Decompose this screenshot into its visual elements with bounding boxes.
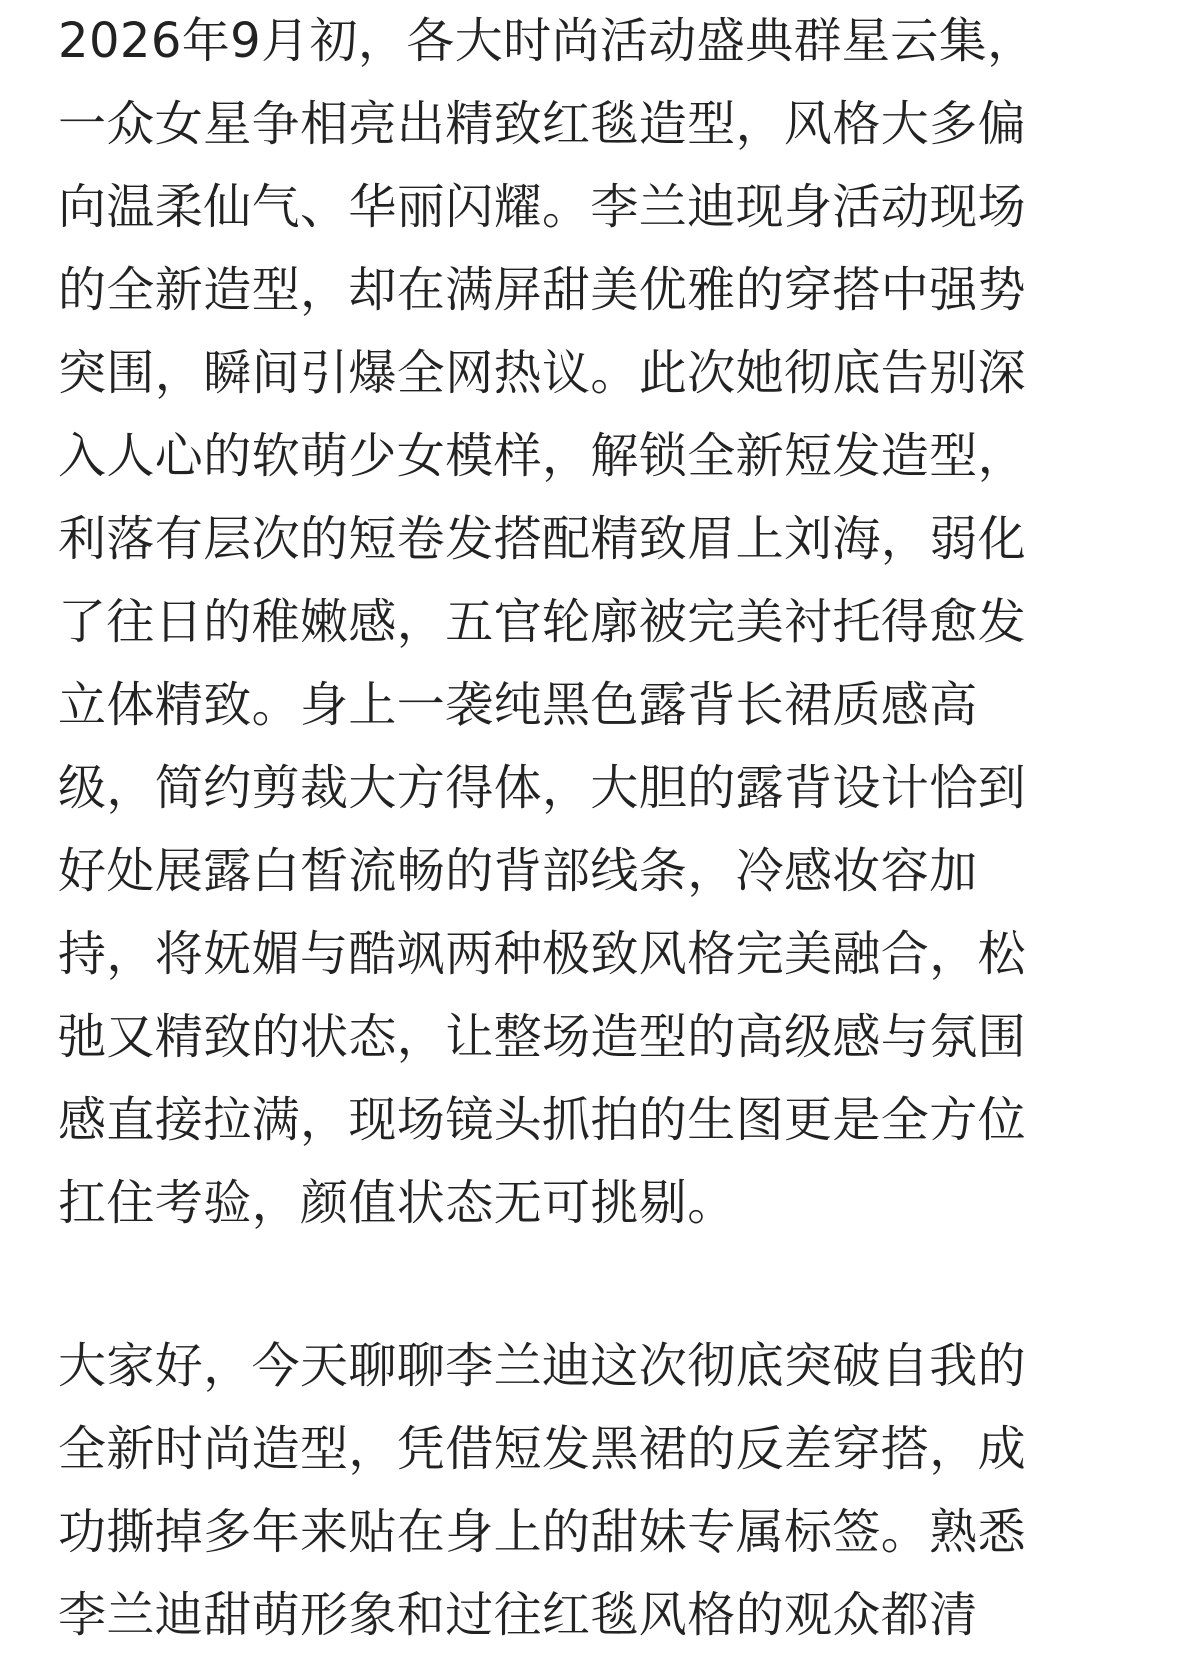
text-line: 扛住考验，颜值状态无可挑剔。 (58, 1175, 736, 1231)
paragraph-2 (58, 1325, 1068, 1657)
text-line: 2026年9月初，各大时尚活动盛典群星云集， (58, 13, 1036, 69)
text-line: 利落有层次的短卷发搭配精致眉上刘海，弱化 (58, 511, 1027, 567)
text-line: 大家好，今天聊聊李兰迪这次彻底突破自我的 (58, 1338, 1027, 1394)
text-line: 李兰迪甜萌形象和过往红毯风格的观众都清 (58, 1587, 978, 1643)
paragraph-spacer (58, 1245, 1068, 1325)
text-line: 感直接拉满，现场镜头抓拍的生图更是全方位 (58, 1092, 1027, 1148)
article-body (58, 0, 1068, 1657)
text-line: 级，简约剪裁大方得体，大胆的露背设计恰到 (58, 760, 1027, 816)
text-line: 入人心的软萌少女模样，解锁全新短发造型， (58, 428, 1027, 484)
text-line: 立体精致。身上一袭纯黑色露背长裙质感高 (58, 677, 978, 733)
text-line: 向温柔仙气、华丽闪耀。李兰迪现身活动现场 (58, 179, 1027, 235)
text-line: 持，将妩媚与酷飒两种极致风格完美融合，松 (58, 926, 1027, 982)
paragraph-1 (58, 0, 1068, 1245)
text-line: 弛又精致的状态，让整场造型的高级感与氛围 (58, 1009, 1027, 1065)
text-line: 功撕掉多年来贴在身上的甜妹专属标签。熟悉 (58, 1504, 1027, 1560)
text-line: 了往日的稚嫩感，五官轮廓被完美衬托得愈发 (58, 594, 1027, 650)
text-line: 好处展露白皙流畅的背部线条，冷感妆容加 (58, 843, 978, 899)
text-line: 突围，瞬间引爆全网热议。此次她彻底告别深 (58, 345, 1027, 401)
text-line: 全新时尚造型，凭借短发黑裙的反差穿搭，成 (58, 1421, 1027, 1477)
text-line: 一众女星争相亮出精致红毯造型，风格大多偏 (58, 96, 1027, 152)
text-line: 的全新造型，却在满屏甜美优雅的穿搭中强势 (58, 262, 1027, 318)
